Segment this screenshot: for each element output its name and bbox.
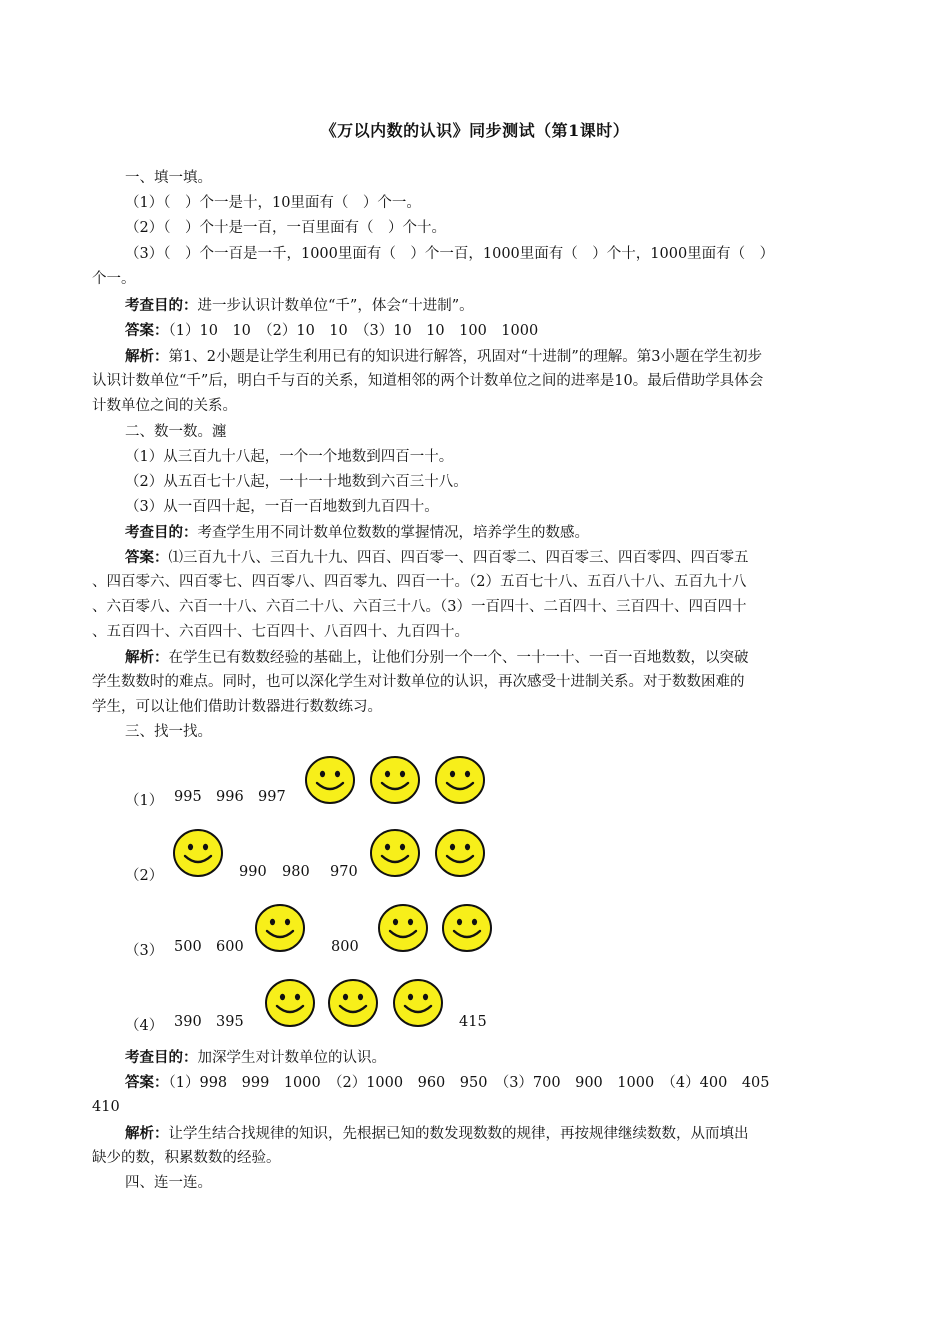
- smiley-face-icon: [377, 903, 429, 953]
- goal-label: 考查目的：: [125, 1049, 198, 1066]
- row-4-number: 415: [459, 1014, 487, 1030]
- section-2-heading: 二、数一数。瀍: [125, 424, 227, 440]
- goal-label: 考查目的：: [125, 524, 198, 541]
- s2-answer-line-3: 、六百零八、六百一十八、六百二十八、六百三十八。（3）一百四十、二百四十、三百四十、四百四十: [92, 599, 747, 615]
- row-3-number: 800: [331, 939, 359, 955]
- row-4-number: 390: [174, 1014, 202, 1030]
- s2-question-2: （2）从五百七十八起，一十一十地数到六百三十八。: [125, 474, 468, 490]
- s1-question-2: （2）（ ）个十是一百，一百里面有（ ）个十。: [125, 220, 446, 236]
- goal-text: 进一步认识计数单位“千”，体会“十进制”。: [197, 298, 474, 314]
- s2-analysis-line-3: 学生，可以让他们借助计数器进行数数练习。: [92, 699, 382, 715]
- row-4-number: 395: [216, 1014, 244, 1030]
- smiley-face-icon: [441, 903, 493, 953]
- row-1-label: （1）: [125, 793, 164, 809]
- row-3-number: 500: [174, 939, 202, 955]
- s1-question-1: （1）（ ）个一是十，10里面有（ ）个一。: [125, 195, 421, 211]
- s1-goal: [92, 293, 895, 319]
- row-1-number: 997: [258, 789, 286, 805]
- answer-text: （1）10 10 （2）10 10 （3）10 10 100 1000: [168, 323, 539, 339]
- analysis-text: 让学生结合找规律的知识，先根据已知的数发现数数的规律，再按规律继续数数，从而填出: [168, 1126, 749, 1142]
- smiley-face-icon: [172, 828, 224, 878]
- s3-answer-line-1: [92, 1070, 895, 1096]
- s3-goal: [92, 1045, 895, 1071]
- analysis-text: 第1、2小题是让学生利用已有的知识进行解答，巩固对“十进制”的理解。第3小题在学生初步: [168, 349, 762, 365]
- answer-text: ⑴三百九十八、三百九十九、四百、四百零一、四百零二、四百零三、四百零四、四百零五: [168, 550, 749, 566]
- goal-text: 考查学生用不同计数单位数数的掌握情况，培养学生的数感。: [197, 525, 589, 541]
- s1-analysis-line-1: [92, 344, 895, 370]
- answer-label: 答案：: [125, 549, 169, 566]
- analysis-label: 解析：: [125, 1125, 169, 1142]
- row-2-number: 980: [282, 864, 310, 880]
- s2-analysis-line-1: [92, 645, 895, 671]
- s1-question-3-line-1: （3）（ ）个一百是一千，1000里面有（ ）个一百，1000里面有（ ）个十，1000里面有（ ）: [125, 246, 775, 262]
- s3-analysis-line-1: [92, 1121, 895, 1147]
- s2-goal: [92, 520, 895, 546]
- answer-label: 答案：: [125, 1074, 169, 1091]
- smiley-face-icon: [304, 755, 356, 805]
- analysis-text: 在学生已有数数经验的基础上，让他们分别一个一个、一十一十、一百一百地数数，以突破: [168, 650, 749, 666]
- s2-analysis-line-2: 学生数数时的难点。同时，也可以深化学生对计数单位的认识，再次感受十进制关系。对于数数困难的: [92, 674, 745, 690]
- row-3-number: 600: [216, 939, 244, 955]
- s2-answer-line-4: 、五百四十、六百四十、七百四十、八百四十、九百四十。: [92, 624, 469, 640]
- analysis-label: 解析：: [125, 348, 169, 365]
- row-3-label: （3）: [125, 943, 164, 959]
- answer-text: （1）998 999 1000 （2）1000 960 950 （3）700 900 1000 （4）400 405: [168, 1075, 770, 1091]
- s3-answer-line-2: 410: [92, 1099, 120, 1115]
- row-2-label: （2）: [125, 868, 164, 884]
- row-2-number: 970: [330, 864, 358, 880]
- s2-answer-line-1: [92, 545, 895, 571]
- section-4-heading: 四、连一连。: [125, 1175, 212, 1191]
- s1-answer: [92, 318, 895, 344]
- section-1-heading: 一、填一填。: [125, 170, 212, 186]
- s3-analysis-line-2: 缺少的数，积累数数的经验。: [92, 1150, 281, 1166]
- section-3-heading: 三、找一找。: [125, 724, 212, 740]
- s1-question-3-line-2: 个一。: [92, 271, 136, 287]
- s2-answer-line-2: 、四百零六、四百零七、四百零八、四百零九、四百一十。（2）五百七十八、五百八十八、五百九十八: [92, 574, 747, 590]
- goal-text: 加深学生对计数单位的认识。: [197, 1050, 386, 1066]
- s2-question-1: （1）从三百九十八起，一个一个地数到四百一十。: [125, 449, 454, 465]
- s1-analysis-line-3: 计数单位之间的关系。: [92, 398, 237, 414]
- smiley-face-icon: [327, 978, 379, 1028]
- row-1-number: 996: [216, 789, 244, 805]
- row-1-number: 995: [174, 789, 202, 805]
- smiley-face-icon: [434, 755, 486, 805]
- smiley-face-icon: [369, 755, 421, 805]
- s1-analysis-line-2: 认识计数单位“千”后，明白千与百的关系，知道相邻的两个计数单位之间的进率是10。最后借助学具体会: [92, 373, 764, 389]
- smiley-face-icon: [254, 903, 306, 953]
- s2-question-3: （3）从一百四十起，一百一百地数到九百四十。: [125, 499, 439, 515]
- smiley-face-icon: [369, 828, 421, 878]
- smiley-face-icon: [434, 828, 486, 878]
- smiley-face-icon: [264, 978, 316, 1028]
- row-4-label: （4）: [125, 1018, 164, 1034]
- goal-label: 考查目的：: [125, 297, 198, 314]
- smiley-face-icon: [392, 978, 444, 1028]
- analysis-label: 解析：: [125, 649, 169, 666]
- row-2-number: 990: [239, 864, 267, 880]
- page-title: 《万以内数的认识》同步测试（第1课时）: [320, 121, 630, 140]
- answer-label: 答案：: [125, 322, 169, 339]
